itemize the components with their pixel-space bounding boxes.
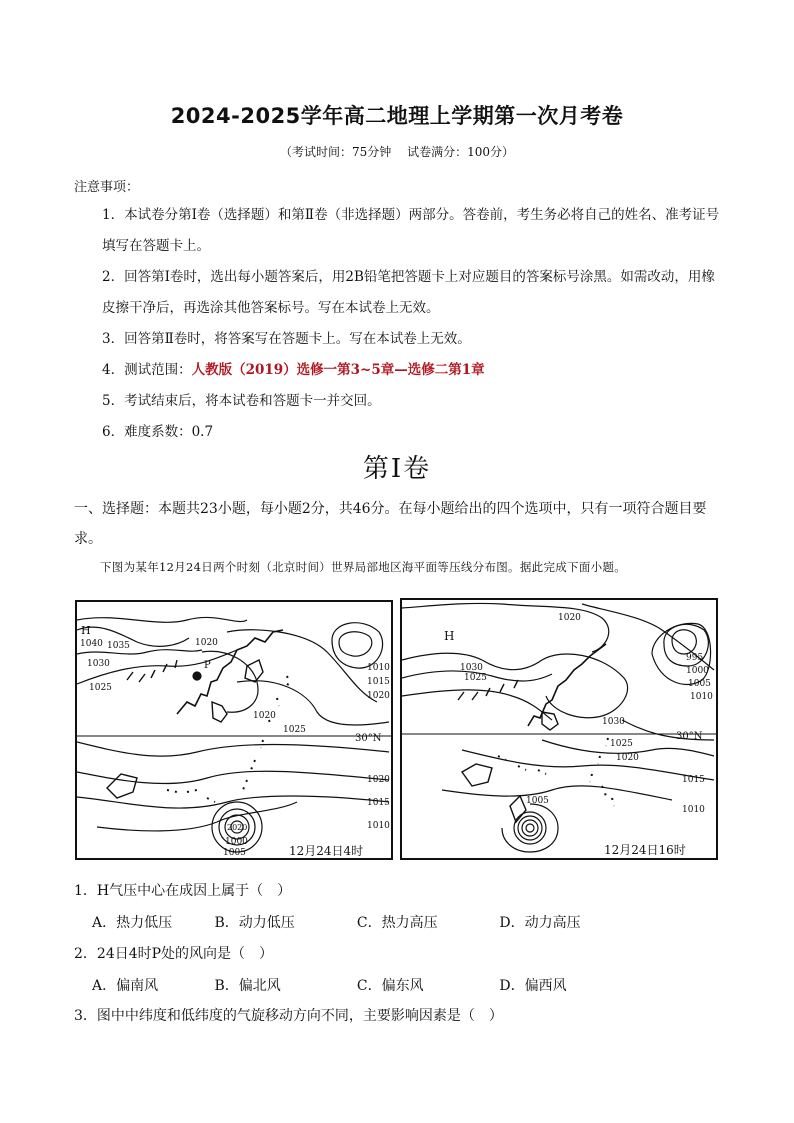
q1-option-c[interactable]: C．热力高压 <box>356 915 438 931</box>
left-isobar-1015-b: 1015 <box>367 677 390 687</box>
left-isobar-1030: 1030 <box>87 659 110 669</box>
map-caption: 下图为某年12月24日两个时刻（北京时间）世界局部地区海平面等压线分布图。据此完成下面小题。 <box>100 560 627 574</box>
left-time-label: 12月24日4时 <box>289 844 364 858</box>
right-isobar-1025-b: 1025 <box>610 739 633 749</box>
isobar-map-right <box>400 598 718 860</box>
left-isobar-1020-a: 1020 <box>195 638 218 648</box>
question-3-stem: 3．图中中纬度和低纬度的气旋移动方向不同，主要影响因素是（ ） <box>74 1008 503 1024</box>
mcq-instructions: 一、选择题：本题共23小题，每小题2分，共46分。在每小题给出的四个选项中，只有一项符合题目要求。 <box>74 501 707 547</box>
right-isobar-995: 995 <box>686 653 704 663</box>
left-p-label: P <box>204 660 211 671</box>
right-time-label: 12月24日16时 <box>604 843 686 857</box>
question-2-options <box>92 975 712 995</box>
note-item-4 <box>74 355 726 386</box>
question-2-stem: 2．24日4时P处的风向是（ ） <box>74 946 274 962</box>
right-isobar-1005-b: 1005 <box>526 796 549 806</box>
note-item-1: 1．本试卷分第Ⅰ卷（选择题）和第Ⅱ卷（非选择题）两部分。答卷前，考生务必将自己的姓名、准考证号填写在答题卡上。 <box>102 207 720 254</box>
q1-option-b[interactable]: B．动力低压 <box>214 915 295 931</box>
q2-option-c[interactable]: C．偏东风 <box>356 978 424 994</box>
section-title: 第Ⅰ卷 <box>362 454 432 484</box>
note-item-4-prefix: 4．测试范围： <box>102 362 192 378</box>
left-isobar-1005: 1005 <box>223 848 246 858</box>
test-range: 人教版（2019）选修一第3~5章—选修二第1章 <box>191 362 485 378</box>
notes-heading: 注意事项： <box>74 180 140 195</box>
left-isobar-1040: 1040 <box>80 639 103 649</box>
q2-option-d[interactable]: D．偏西风 <box>499 978 567 994</box>
right-isobar-1000: 1000 <box>686 666 709 676</box>
exam-subtitle <box>0 143 794 160</box>
q1-option-d[interactable]: D．动力高压 <box>499 915 581 931</box>
left-isobar-1025-b: 1025 <box>283 725 306 735</box>
right-high-label: H <box>444 629 455 643</box>
left-isobar-1020-b: 1020 <box>253 711 276 721</box>
right-isobar-1030: 1030 <box>460 663 483 673</box>
q1-option-a[interactable]: A．热力低压 <box>92 915 173 931</box>
exam-time: （考试时间：75分钟 <box>279 145 392 159</box>
q2-option-a[interactable]: A．偏南风 <box>92 978 159 994</box>
note-item-2: 2．回答第Ⅰ卷时，选出每小题答案后，用2B铅笔把答题卡上对应题目的答案标号涂黑。如需改动，用橡皮擦干净后，再选涂其他答案标号。写在本试卷上无效。 <box>102 269 715 316</box>
left-isobar-1010-a: 1010 <box>367 821 390 831</box>
left-isobar-1010-b: 1010 <box>367 663 390 673</box>
left-isobar-1020-c: 1020 <box>367 775 390 785</box>
question-1-options <box>92 912 712 932</box>
right-isobar-1010-b: 1010 <box>682 805 705 815</box>
note-item-6: 6．难度系数：0.7 <box>102 424 214 440</box>
left-high-label: H <box>81 624 91 637</box>
right-isobar-1020-b: 1020 <box>616 753 639 763</box>
left-low-center: 2020 <box>227 823 248 832</box>
question-1-stem: 1．H气压中心在成因上属于（ ） <box>74 883 292 899</box>
right-isobar-1015: 1015 <box>682 775 705 785</box>
left-isobar-1000: 1000 <box>225 837 248 847</box>
left-lat-label: 30°N <box>355 733 382 744</box>
right-lat-label: 30°N <box>676 731 703 742</box>
left-isobar-1015: 1015 <box>367 798 390 808</box>
note-item-5: 5．考试结束后，将本试卷和答题卡一并交回。 <box>102 393 381 409</box>
right-isobar-1005: 1005 <box>688 679 711 689</box>
right-isobar-1020: 1020 <box>558 613 581 623</box>
exam-title: 2024-2025学年高二地理上学期第一次月考卷 <box>170 104 624 128</box>
left-isobar-1035: 1035 <box>107 641 130 651</box>
right-isobar-1025: 1025 <box>464 673 487 683</box>
note-item-3: 3．回答第Ⅱ卷时，将答案写在答题卡上。写在本试卷上无效。 <box>102 331 471 347</box>
right-isobar-1030-b: 1030 <box>602 717 625 727</box>
q2-option-b[interactable]: B．偏北风 <box>214 978 281 994</box>
right-isobar-1010: 1010 <box>690 692 713 702</box>
isobar-map-left <box>75 600 393 860</box>
left-isobar-1020-d: 1020 <box>367 691 390 701</box>
full-score: 试卷满分：100分） <box>407 145 514 159</box>
left-isobar-1025: 1025 <box>89 683 112 693</box>
